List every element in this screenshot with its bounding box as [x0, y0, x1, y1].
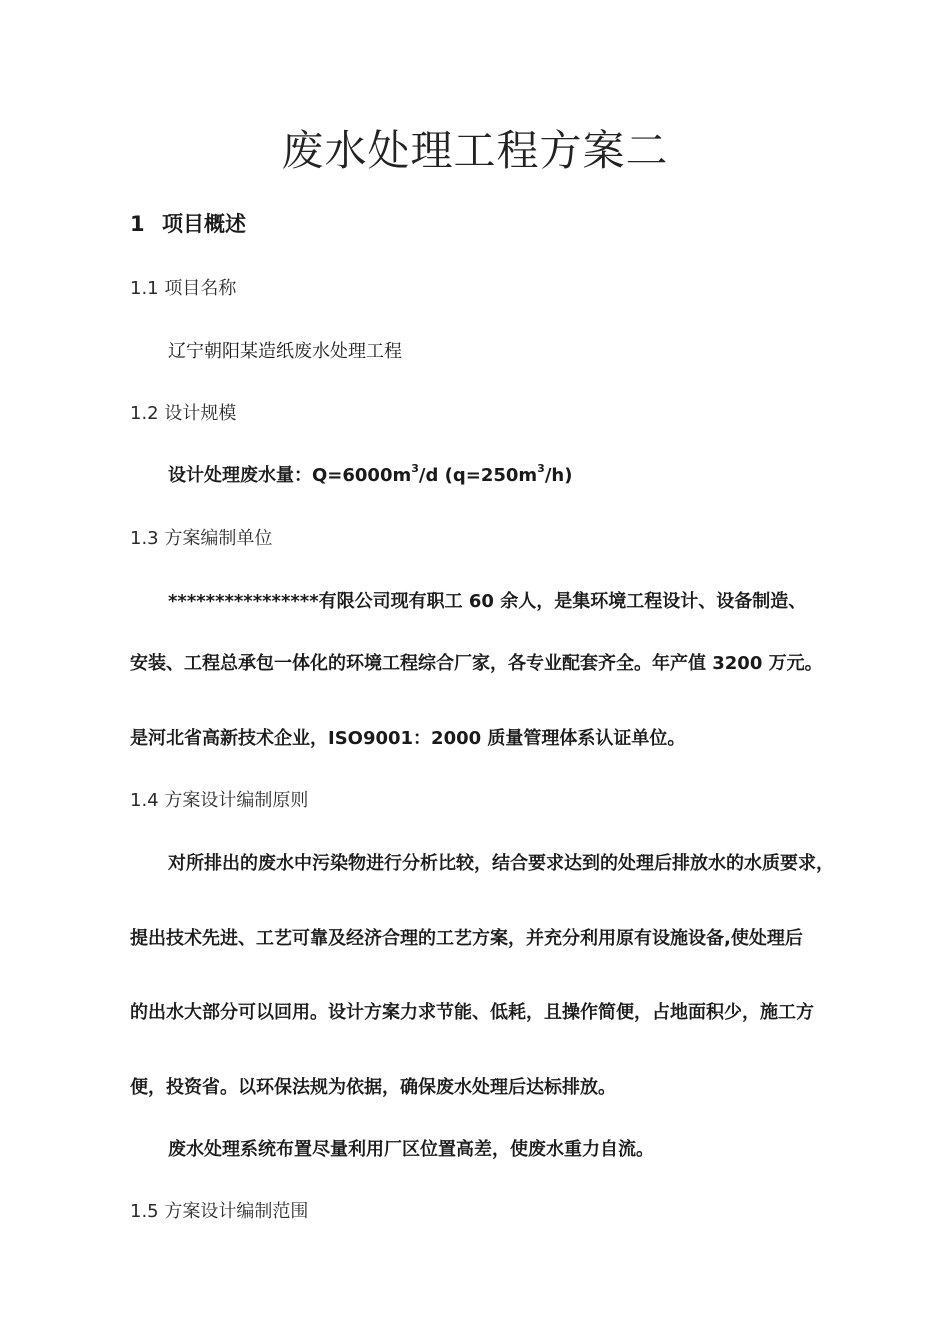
subsection-heading-1-4: 1.4 方案设计编制原则 [130, 790, 309, 811]
section-heading [130, 208, 246, 238]
subsection-heading-1-1: 1.1 项目名称 [130, 278, 237, 299]
section-title: 项目概述 [162, 212, 246, 236]
paragraph-line: 的出水大部分可以回用。设计方案力求节能、低耗，且操作简便，占地面积少，施工方 [130, 1002, 814, 1023]
paragraph-line: ****************有限公司现有职工 60 余人，是集环境工程设计、设备制造、 [168, 591, 807, 612]
subsection-heading-1-2: 1.2 设计规模 [130, 403, 237, 424]
paragraph-line: 便，投资省。以环保法规为依据，确保废水处理后达标排放。 [130, 1077, 616, 1098]
document-title: 废水处理工程方案二 [281, 126, 669, 175]
paragraph-line: 对所排出的废水中污染物进行分析比较，结合要求达到的处理后排放水的水质要求， [168, 853, 834, 874]
subsection-heading-1-3: 1.3 方案编制单位 [130, 528, 273, 549]
project-name-text: 辽宁朝阳某造纸废水处理工程 [168, 341, 402, 362]
section-number: 1 [130, 212, 145, 236]
paragraph-line: 是河北省高新技术企业，ISO9001：2000 质量管理体系认证单位。 [130, 728, 686, 749]
paragraph-line: 安装、工程总承包一体化的环境工程综合厂家，各专业配套齐全。年产值 3200 万元。 [130, 653, 823, 674]
paragraph-line: 提出技术先进、工艺可靠及经济合理的工艺方案，并充分利用原有设施设备,使处理后 [130, 928, 803, 949]
paragraph-line: 废水处理系统布置尽量利用厂区位置高差，使废水重力自流。 [168, 1139, 654, 1160]
design-capacity-formula: 设计处理废水量：$Q=6000m^3/d$ $(q=250m^3/h)$ [168, 462, 573, 486]
subsection-heading-1-5: 1.5 方案设计编制范围 [130, 1201, 309, 1222]
